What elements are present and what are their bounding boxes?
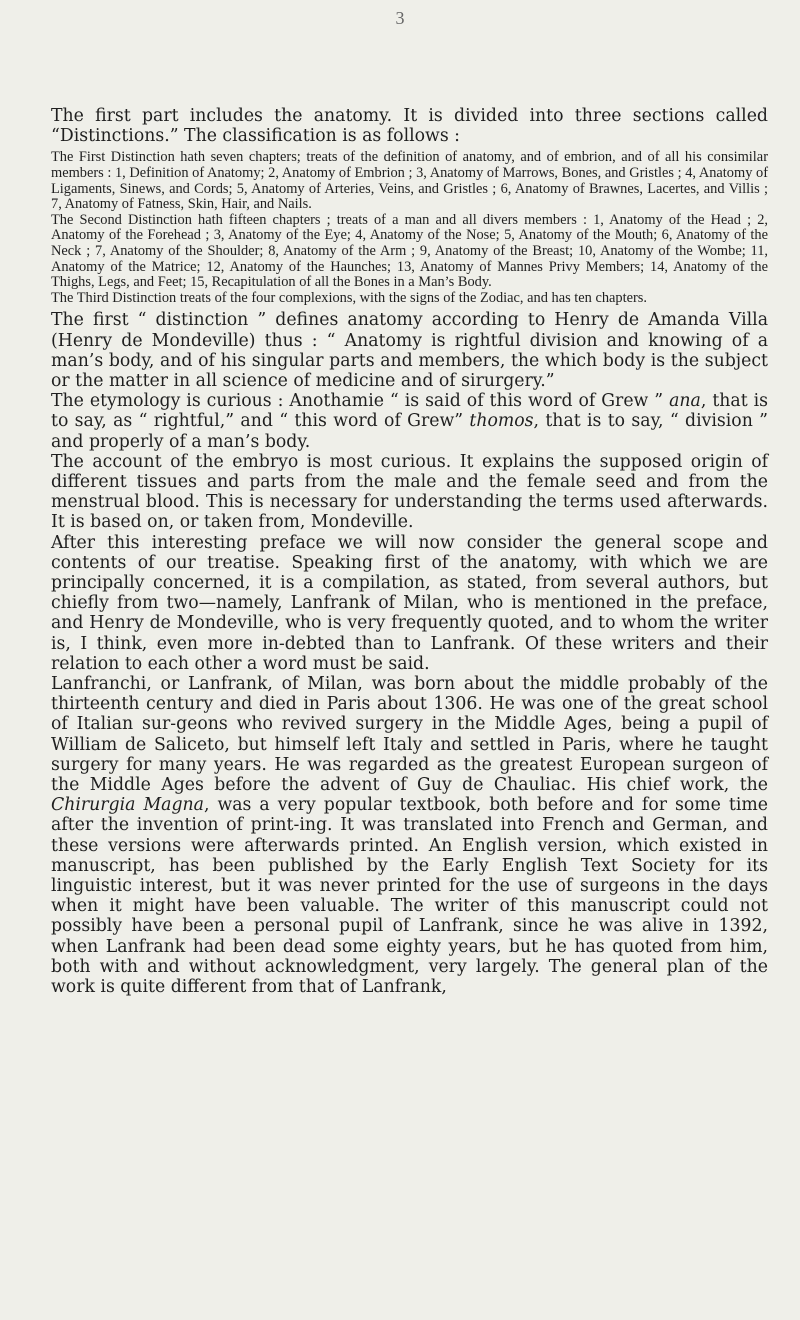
paragraph-etymology [51,391,768,452]
term-thomos: thomos [469,411,534,432]
paragraph-embryo: The account of the embryo is most curious. It explains the supposed origin of different tissues and parts from the male and the female seed and from the menstrual blood. This is necessary for understanding the terms used afterwards. It is based on, or taken from, Mondeville. [51,451,768,533]
second-distinction: The Second Distinction hath fifteen chapters ; treats of a man and all divers members : 1, Anatomy of the Head ; 2, Anatomy of the Forehead ; 3, Anatomy of the Eye; 4, Anatomy of the Nose; 5, Anatomy of the Mouth; 6, Anatomy of the Neck ; 7, Anatomy of the Shoulder; 8, Anatomy of the Arm ; 9, Anatomy of the Breast; 10, Anatomy of the Wombe; 11, Anatomy of the Matrice; 12, Anatomy of the Haunches; 13, Anatomy of Mannes Privy Members; 14, Anatomy of the Thighs, Legs, and Feet; 15, Recapitulation of all the Bones in a Man’s Body. [51,211,768,291]
paragraph-definition: The first “ distinction ” defines anatomy according to Henry de Amanda Villa (Henry de Mondeville) thus : “ Anatomy is rightful division and knowing of a man’s body, and of his singular parts and members, the which body is the subject or the matter in all science of medicine and of sirurgery.” [51,310,768,391]
etymology-text-b: , that is to say, as “ rightful,” and “ this word of Grew” [51,391,769,432]
paragraph-lanfrank [51,674,768,997]
intro-paragraph: The first part includes the anatomy. It is divided into three sections called “Distinctions.” The classification is as follows : [51,106,768,147]
paragraph-scope: After this interesting preface we will now consider the general scope and contents of our treatise. Speaking first of the anatomy, with which we are principally concerned, it is a compilation, as stated, from several authors, but chiefly from two—namely, Lanfrank of Milan, who is mentioned in the preface, and Henry de Mondeville, who is very frequently quoted, and to whom the writer is, I think, even more in-debted than to Lanfrank. Of these writers and their relation to each other a word must be said. [51,532,768,674]
third-distinction: The Third Distinction treats of the four complexions, with the signs of the Zodiac, and has ten chapters. [51,289,648,306]
distinctions-list [51,150,768,306]
first-distinction: The First Distinction hath seven chapters; treats of the definition of anatomy, and of embrion, and of all his consimilar members : 1, Definition of Anatomy; 2, Anatomy of Embrion ; 3, Anatomy of Marrows, Bones, and Gristles ; 4, Anatomy of Ligaments, Sinews, and Cords; 5, Anatomy of Arteries, Veins, and Gristles ; 6, Anatomy of Brawnes, Lacertes, and Villis ; 7, Anatomy of Fatness, Skin, Hair, and Nails. [51,149,768,213]
page-number: 3 [395,8,405,28]
work-title: Chirurgia Magna [51,795,204,816]
etymology-text-c: , that is to say, “ division ” and properly of a man’s body. [51,411,768,452]
etymology-text-a: The etymology is curious : Anothamie “ is said of this word of Grew ” [51,391,670,412]
term-ana: ana [669,391,701,412]
lanfrank-text-a: Lanfranchi, or Lanfrank, of Milan, was born about the middle probably of the thirteenth century and died in Paris about 1306. He was one of the great school of Italian sur-geons who revived surgery in the Middle Ages, being a pupil of William de Saliceto, but himself left Italy and settled in Paris, where he taught surgery for many years. He was regarded as the greatest European surgeon of the Middle Ages before the advent of Guy de Chauliac. His chief work, the [51,674,768,796]
lanfrank-text-b: , was a very popular textbook, both before and for some time after the invention of print-ing. It was translated into French and German, and these versions were afterwards printed. An English version, which existed in manuscript, has been published by the Early English Text Society for its linguistic interest, but it was never printed for the use of surgeons in the days when it might have been valuable. The writer of this manuscript could not possibly have been a personal pupil of Lanfrank, since he was alive in 1392, when Lanfrank had been dead some eighty years, but he has quoted from him, both with and without acknowledgment, very largely. The general plan of the work is quite different from that of Lanfrank, [51,795,768,998]
